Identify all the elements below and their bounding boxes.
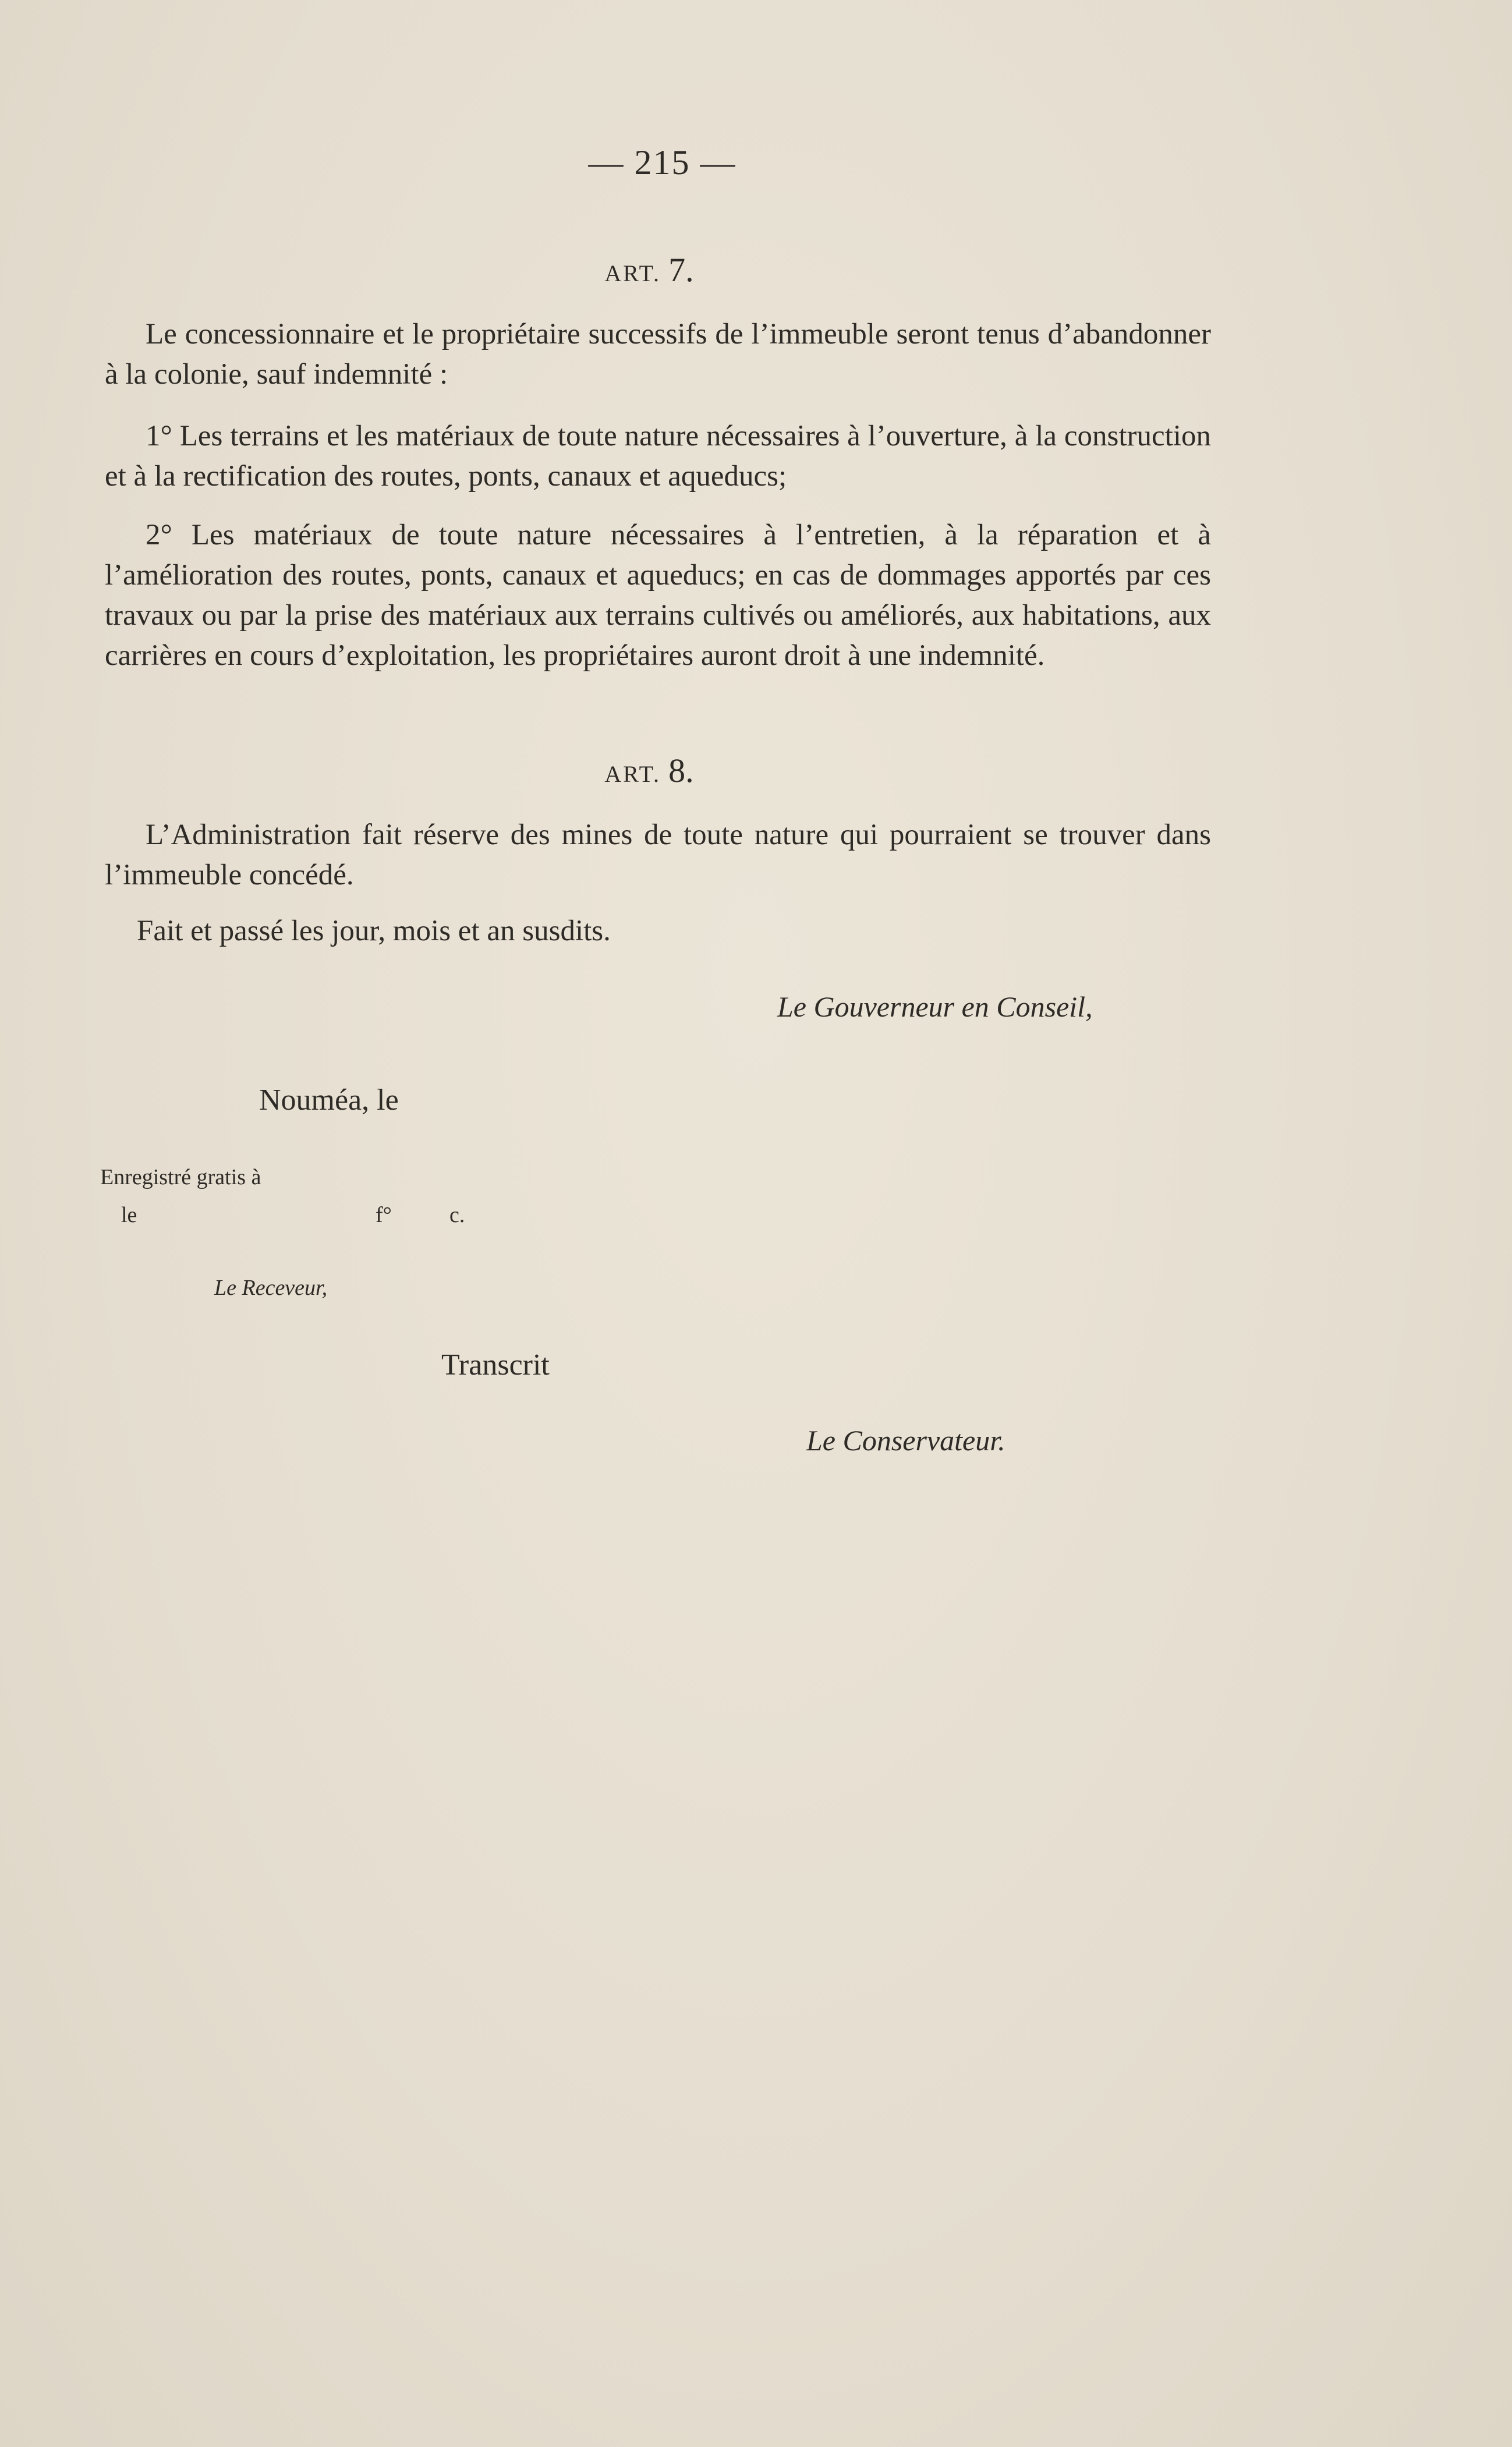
registration-c: c. [449, 1203, 465, 1227]
registration-le: le [121, 1203, 137, 1227]
article-8-heading [0, 751, 1298, 790]
article-label: ART. [604, 761, 661, 787]
noumea-date-line: Nouméa, le [259, 1083, 399, 1117]
article-7-heading [0, 250, 1298, 289]
article-number: 7. [668, 251, 694, 289]
paragraph-abandon-clause: Le concessionnaire et le propriétaire successifs de l’immeuble seront tenus d’abandonner à la colonie, sauf indemnité : [105, 318, 1211, 391]
paragraph-mines-reservation: L’Administration fait réserve des mines de toute nature qui pourraient se trouver dans l’immeuble concédé. [105, 819, 1211, 891]
paragraph-done-and-passed: Fait et passé les jour, mois et an susdits. [137, 915, 611, 947]
conservator-signature: Le Conservateur. [806, 1424, 1005, 1457]
article-label: ART. [604, 260, 661, 286]
paragraph-item-1: 1° Les terrains et les matériaux de toute nature nécessaires à l’ouverture, à la construction et à la rectification des routes, ponts, canaux et aqueducs; [105, 420, 1211, 493]
receiver-signature: Le Receveur, [214, 1276, 328, 1300]
page-number: — 215 — [588, 143, 736, 182]
paragraph-item-2: 2° Les matériaux de toute nature nécessaires à l’entretien, à la réparation et à l’amélioration des routes, ponts, canaux et aqueducs; en cas de dommages apportés par ces travaux ou par la prise des matériaux aux terrains cultivés ou améliorés, aux habitations, aux carrières en cours d’exploitation, les propriétaires auront droit à une indemnité. [105, 519, 1211, 672]
article-number: 8. [668, 752, 694, 789]
governor-signature: Le Gouverneur en Conseil, [777, 990, 1093, 1023]
transcribed-line: Transcrit [441, 1348, 550, 1382]
registration-folio: f° [376, 1203, 392, 1227]
registered-gratis-line: Enregistré gratis à [100, 1165, 261, 1189]
